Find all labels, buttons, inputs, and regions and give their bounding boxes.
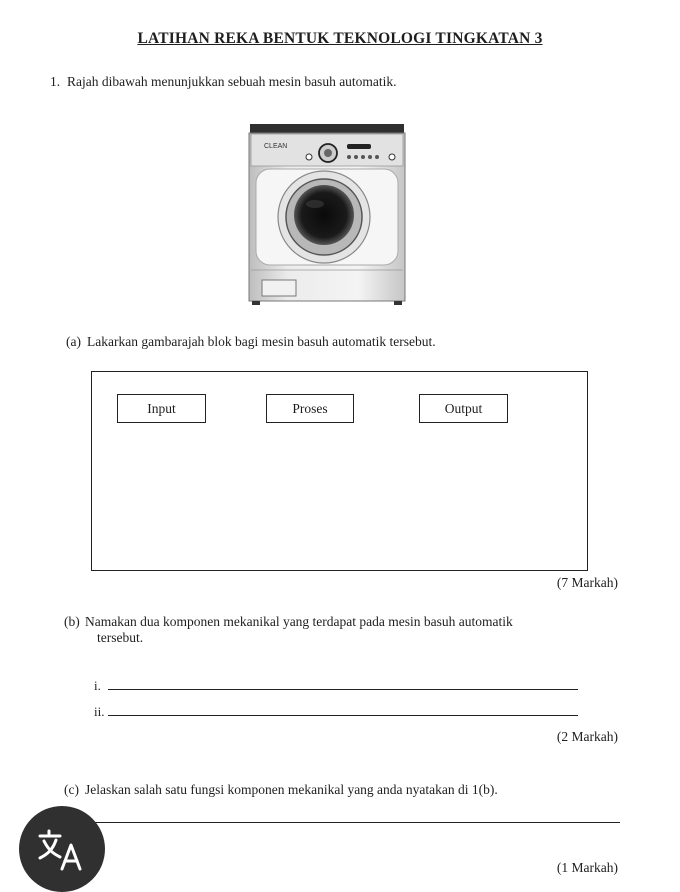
part-a-text: Lakarkan gambarajah blok bagi mesin basuh automatik tersebut. — [87, 334, 436, 349]
part-c-label: (c) — [64, 782, 79, 797]
answer-item-1-label: i. — [94, 678, 101, 693]
answer-line-3[interactable] — [94, 822, 620, 823]
part-c-text: Jelaskan salah satu fungsi komponen mekanikal yang anda nyatakan di 1(b). — [85, 782, 498, 797]
output-block: Output — [419, 394, 508, 423]
machine-brand-label: CLEAN — [264, 143, 288, 150]
page-title: LATIHAN REKA BENTUK TEKNOLOGI TINGKATAN 3 — [137, 30, 543, 47]
part-c-marks: (1 Markah) — [556, 860, 618, 875]
translate-icon — [36, 823, 88, 875]
answer-line-2[interactable] — [108, 715, 578, 716]
part-b-label: (b) — [64, 614, 80, 629]
answer-line-1[interactable] — [108, 689, 578, 690]
input-block: Input — [117, 394, 206, 423]
part-b-text-line2: tersebut. — [97, 630, 144, 645]
question-1-number: 1. — [50, 74, 61, 89]
washing-machine-image — [246, 120, 408, 308]
part-b-text-line1: Namakan dua komponen mekanikal yang terdapat pada mesin basuh automatik — [85, 614, 513, 629]
question-1-text: Rajah dibawah menunjukkan sebuah mesin basuh automatik. — [67, 74, 397, 89]
part-a-marks: (7 Markah) — [556, 575, 618, 590]
process-block: Proses — [266, 394, 354, 423]
part-b-marks: (2 Markah) — [556, 729, 618, 744]
part-a-label: (a) — [66, 334, 81, 349]
translate-button[interactable] — [19, 806, 105, 892]
answer-item-2-label: ii. — [94, 704, 105, 719]
